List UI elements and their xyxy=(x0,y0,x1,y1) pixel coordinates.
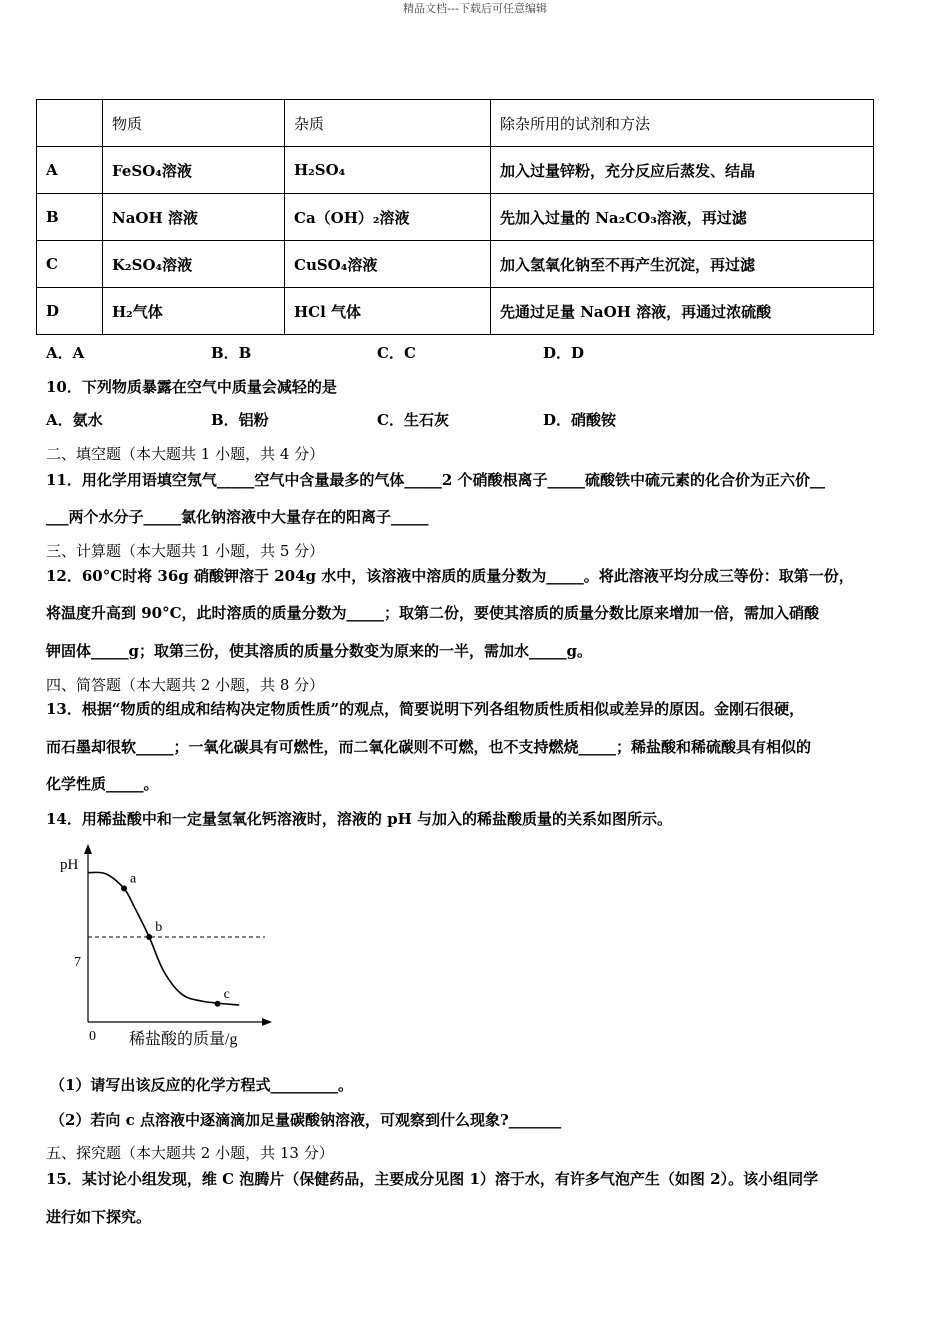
table-cell: D xyxy=(37,288,103,335)
q9-option-b: B．B xyxy=(211,344,252,362)
table-cell: HCl 气体 xyxy=(285,288,491,335)
table-cell: 先加入过量的 Na₂CO₃溶液，再过滤 xyxy=(491,194,874,241)
point-c xyxy=(215,1001,221,1007)
table-cell: NaOH 溶液 xyxy=(103,194,285,241)
point-b xyxy=(146,934,152,940)
q14-sub1: （1）请写出该反应的化学方程式_________。 xyxy=(50,1076,353,1094)
section-heading: 五、探究题（本大题共 2 小题，共 13 分） xyxy=(46,1144,334,1162)
table-cell: A xyxy=(37,147,103,194)
table-row xyxy=(37,194,874,241)
table-cell: FeSO₄溶液 xyxy=(103,147,285,194)
q11-line: ___两个水分子_____氯化钠溶液中大量存在的阳离子_____ xyxy=(46,508,429,526)
q10-stem: 10．下列物质暴露在空气中质量会减轻的是 xyxy=(46,378,337,396)
x-axis-arrow xyxy=(262,1018,272,1026)
q12-line: 12．60°C时将 36g 硝酸钾溶于 204g 水中，该溶液中溶质的质量分数为_____。将此溶液平均分成三等份：取第一份， xyxy=(46,567,854,585)
q13-line: 化学性质_____。 xyxy=(46,775,159,793)
table-cell: CuSO₄溶液 xyxy=(285,241,491,288)
ph-chart xyxy=(52,842,278,1052)
table-header-cell: 除杂所用的试剂和方法 xyxy=(491,100,874,147)
x-axis-label: 稀盐酸的质量/g xyxy=(129,1031,238,1048)
section-heading: 二、填空题（本大题共 1 小题，共 4 分） xyxy=(46,445,325,463)
q14-stem: 14．用稀盐酸中和一定量氢氧化钙溶液时，溶液的 pH 与加入的稀盐酸质量的关系如图所示。 xyxy=(46,810,672,828)
table-cell: 加入氢氧化钠至不再产生沉淀，再过滤 xyxy=(491,241,874,288)
q14-sub2: （2）若向 c 点溶液中逐滴滴加足量碳酸钠溶液，可观察到什么现象?_______ xyxy=(50,1111,562,1129)
table-row xyxy=(37,288,874,335)
table-cell: B xyxy=(37,194,103,241)
page-header: 精品文档---下载后可任意编辑 xyxy=(403,2,547,15)
table-header-row xyxy=(37,100,874,147)
q11-line: 11．用化学用语填空氖气_____空气中含量最多的气体_____2 个硝酸根离子_____硫酸铁中硫元素的化合价为正六价__ xyxy=(46,471,826,489)
point-label-a: a xyxy=(130,871,137,887)
table-cell: H₂SO₄ xyxy=(285,147,491,194)
table-header-cell xyxy=(37,100,103,147)
q9-option-d: D．D xyxy=(543,344,585,362)
q13-line: 13．根据“物质的组成和结构决定物质性质”的观点，简要说明下列各组物质性质相似或差异的原因。金刚石很硬， xyxy=(46,700,805,718)
y-axis-label: pH xyxy=(60,857,79,873)
table-cell: K₂SO₄溶液 xyxy=(103,241,285,288)
q9-option-a: A．A xyxy=(46,344,85,362)
origin-label: 0 xyxy=(89,1029,96,1044)
point-a xyxy=(121,885,127,891)
q12-line: 钾固体_____g；取第三份，使其溶质的质量分数变为原来的一半，需加水_____g。 xyxy=(46,642,592,660)
table-cell: 先通过足量 NaOH 溶液，再通过浓硫酸 xyxy=(491,288,874,335)
point-label-b: b xyxy=(155,920,163,935)
ph-curve xyxy=(88,872,239,1005)
table-row xyxy=(37,241,874,288)
q12-line: 将温度升高到 90°C，此时溶质的质量分数为_____；取第二份，要使其溶质的质量分数比原来增加一倍，需加入硝酸 xyxy=(46,604,820,622)
q10-option-c: C．生石灰 xyxy=(377,411,449,429)
impurity-table xyxy=(36,99,874,335)
table-cell: Ca（OH）₂溶液 xyxy=(285,194,491,241)
table-header-cell: 物质 xyxy=(103,100,285,147)
reference-line-label: 7 xyxy=(74,955,81,970)
table-cell: C xyxy=(37,241,103,288)
q10-option-b: B．铝粉 xyxy=(211,411,269,429)
q10-option-d: D．硝酸铵 xyxy=(543,411,617,429)
q15-line: 15．某讨论小组发现，维 C 泡腾片（保健药品，主要成分见图 1）溶于水，有许多气泡产生（如图 2）。该小组同学 xyxy=(46,1170,819,1188)
table-cell: 加入过量锌粉，充分反应后蒸发、结晶 xyxy=(491,147,874,194)
point-label-c: c xyxy=(223,986,230,1002)
section-heading: 四、简答题（本大题共 2 小题，共 8 分） xyxy=(46,676,325,694)
q15-line: 进行如下探究。 xyxy=(46,1208,152,1226)
section-heading: 三、计算题（本大题共 1 小题，共 5 分） xyxy=(46,542,325,560)
q13-line: 而石墨却很软_____；一氧化碳具有可燃性，而二氧化碳则不可燃，也不支持燃烧_____；稀盐酸和稀硫酸具有相似的 xyxy=(46,738,812,756)
table-cell: H₂气体 xyxy=(103,288,285,335)
q9-option-c: C．C xyxy=(377,344,416,362)
q10-option-a: A．氨水 xyxy=(46,411,103,429)
table-header-cell: 杂质 xyxy=(285,100,491,147)
y-axis-arrow xyxy=(84,844,92,854)
table-row xyxy=(37,147,874,194)
